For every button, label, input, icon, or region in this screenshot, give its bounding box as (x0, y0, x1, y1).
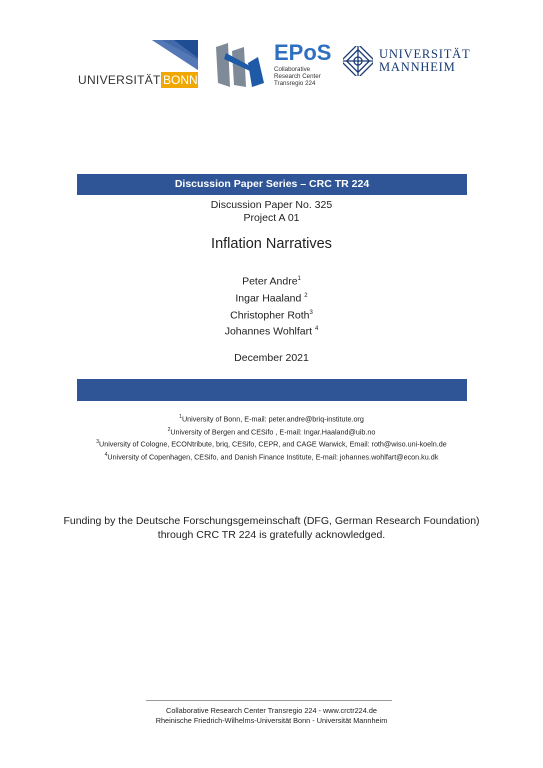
author-3: Christopher Roth$^3$ (230, 309, 313, 322)
epos-logo (216, 40, 336, 90)
mannheim-logo-line1: UNIVERSITÄT (379, 47, 471, 61)
university-of-bonn-logo (78, 40, 202, 90)
affiliation-3: $^3$University of Cologne, ECONtribute, briq, CESifo, CEPR, and CAGE Warwick, Email: roth@wiso.uni-koeln.de (96, 439, 447, 449)
affiliation-footnotes (0, 412, 543, 462)
author-1: Peter Andre$^1$ (242, 275, 301, 288)
paper-title: Inflation Narratives (211, 236, 332, 252)
epos-subtitle-line1: Collaborative (274, 66, 311, 73)
funding-acknowledgement (0, 514, 543, 542)
funding-line-1: Funding by the Deutsche Forschungsgemeinschaft (DFG, German Research Foundation) (63, 515, 480, 527)
author-2: Ingar Haaland $^2$ (235, 292, 308, 305)
affiliation-2: $^2$University of Bergen and CESifo , E-mail: Ingar.Haaland@uib.no (167, 426, 376, 436)
mannheim-seal-icon (343, 46, 373, 76)
mannheim-logo-text (379, 48, 470, 74)
author-4: Johannes Wohlfart $^4$ (224, 325, 319, 338)
funding-line-2: through CRC TR 224 is gratefully acknowledged. (157, 529, 386, 541)
footer-divider (146, 700, 392, 701)
mannheim-logo-line2: MANNHEIM (379, 60, 456, 74)
epos-logo-name: EPoS (274, 40, 332, 65)
epos-emblem-icon (216, 43, 268, 89)
university-of-mannheim-logo (343, 44, 471, 80)
paper-number: Discussion Paper No. 325 (210, 199, 333, 211)
author-list (0, 272, 543, 339)
page-footer (0, 706, 543, 726)
epos-logo-subtitle (274, 66, 321, 88)
epos-subtitle-line2: Research Center (274, 73, 321, 81)
separator-banner (77, 379, 467, 401)
series-banner: Discussion Paper Series – CRC TR 224 (77, 174, 467, 195)
affiliation-4: $^4$University of Copenhagen, CESifo, and Danish Finance Institute, E-mail: johannes.wohlfart@econ.ku.dk (104, 451, 439, 462)
affiliation-1: $^1$University of Bonn, E-mail: peter.andre@briq-institute.org (179, 414, 364, 424)
footer-line-1: Collaborative Research Center Transregio 224 - www.crctr224.de (166, 706, 377, 715)
bonn-logo-word-bonn: BONN (163, 73, 198, 87)
footer-line-2: Rheinische Friedrich-Wilhelms-Universität Bonn - Universität Mannheim (155, 716, 388, 725)
bonn-logo-word-universitaet: UNIVERSITÄT (78, 73, 161, 87)
project-code: Project A 01 (243, 212, 300, 224)
publication-date: December 2021 (234, 352, 309, 364)
epos-subtitle-line3: Transregio 224 (274, 80, 316, 88)
